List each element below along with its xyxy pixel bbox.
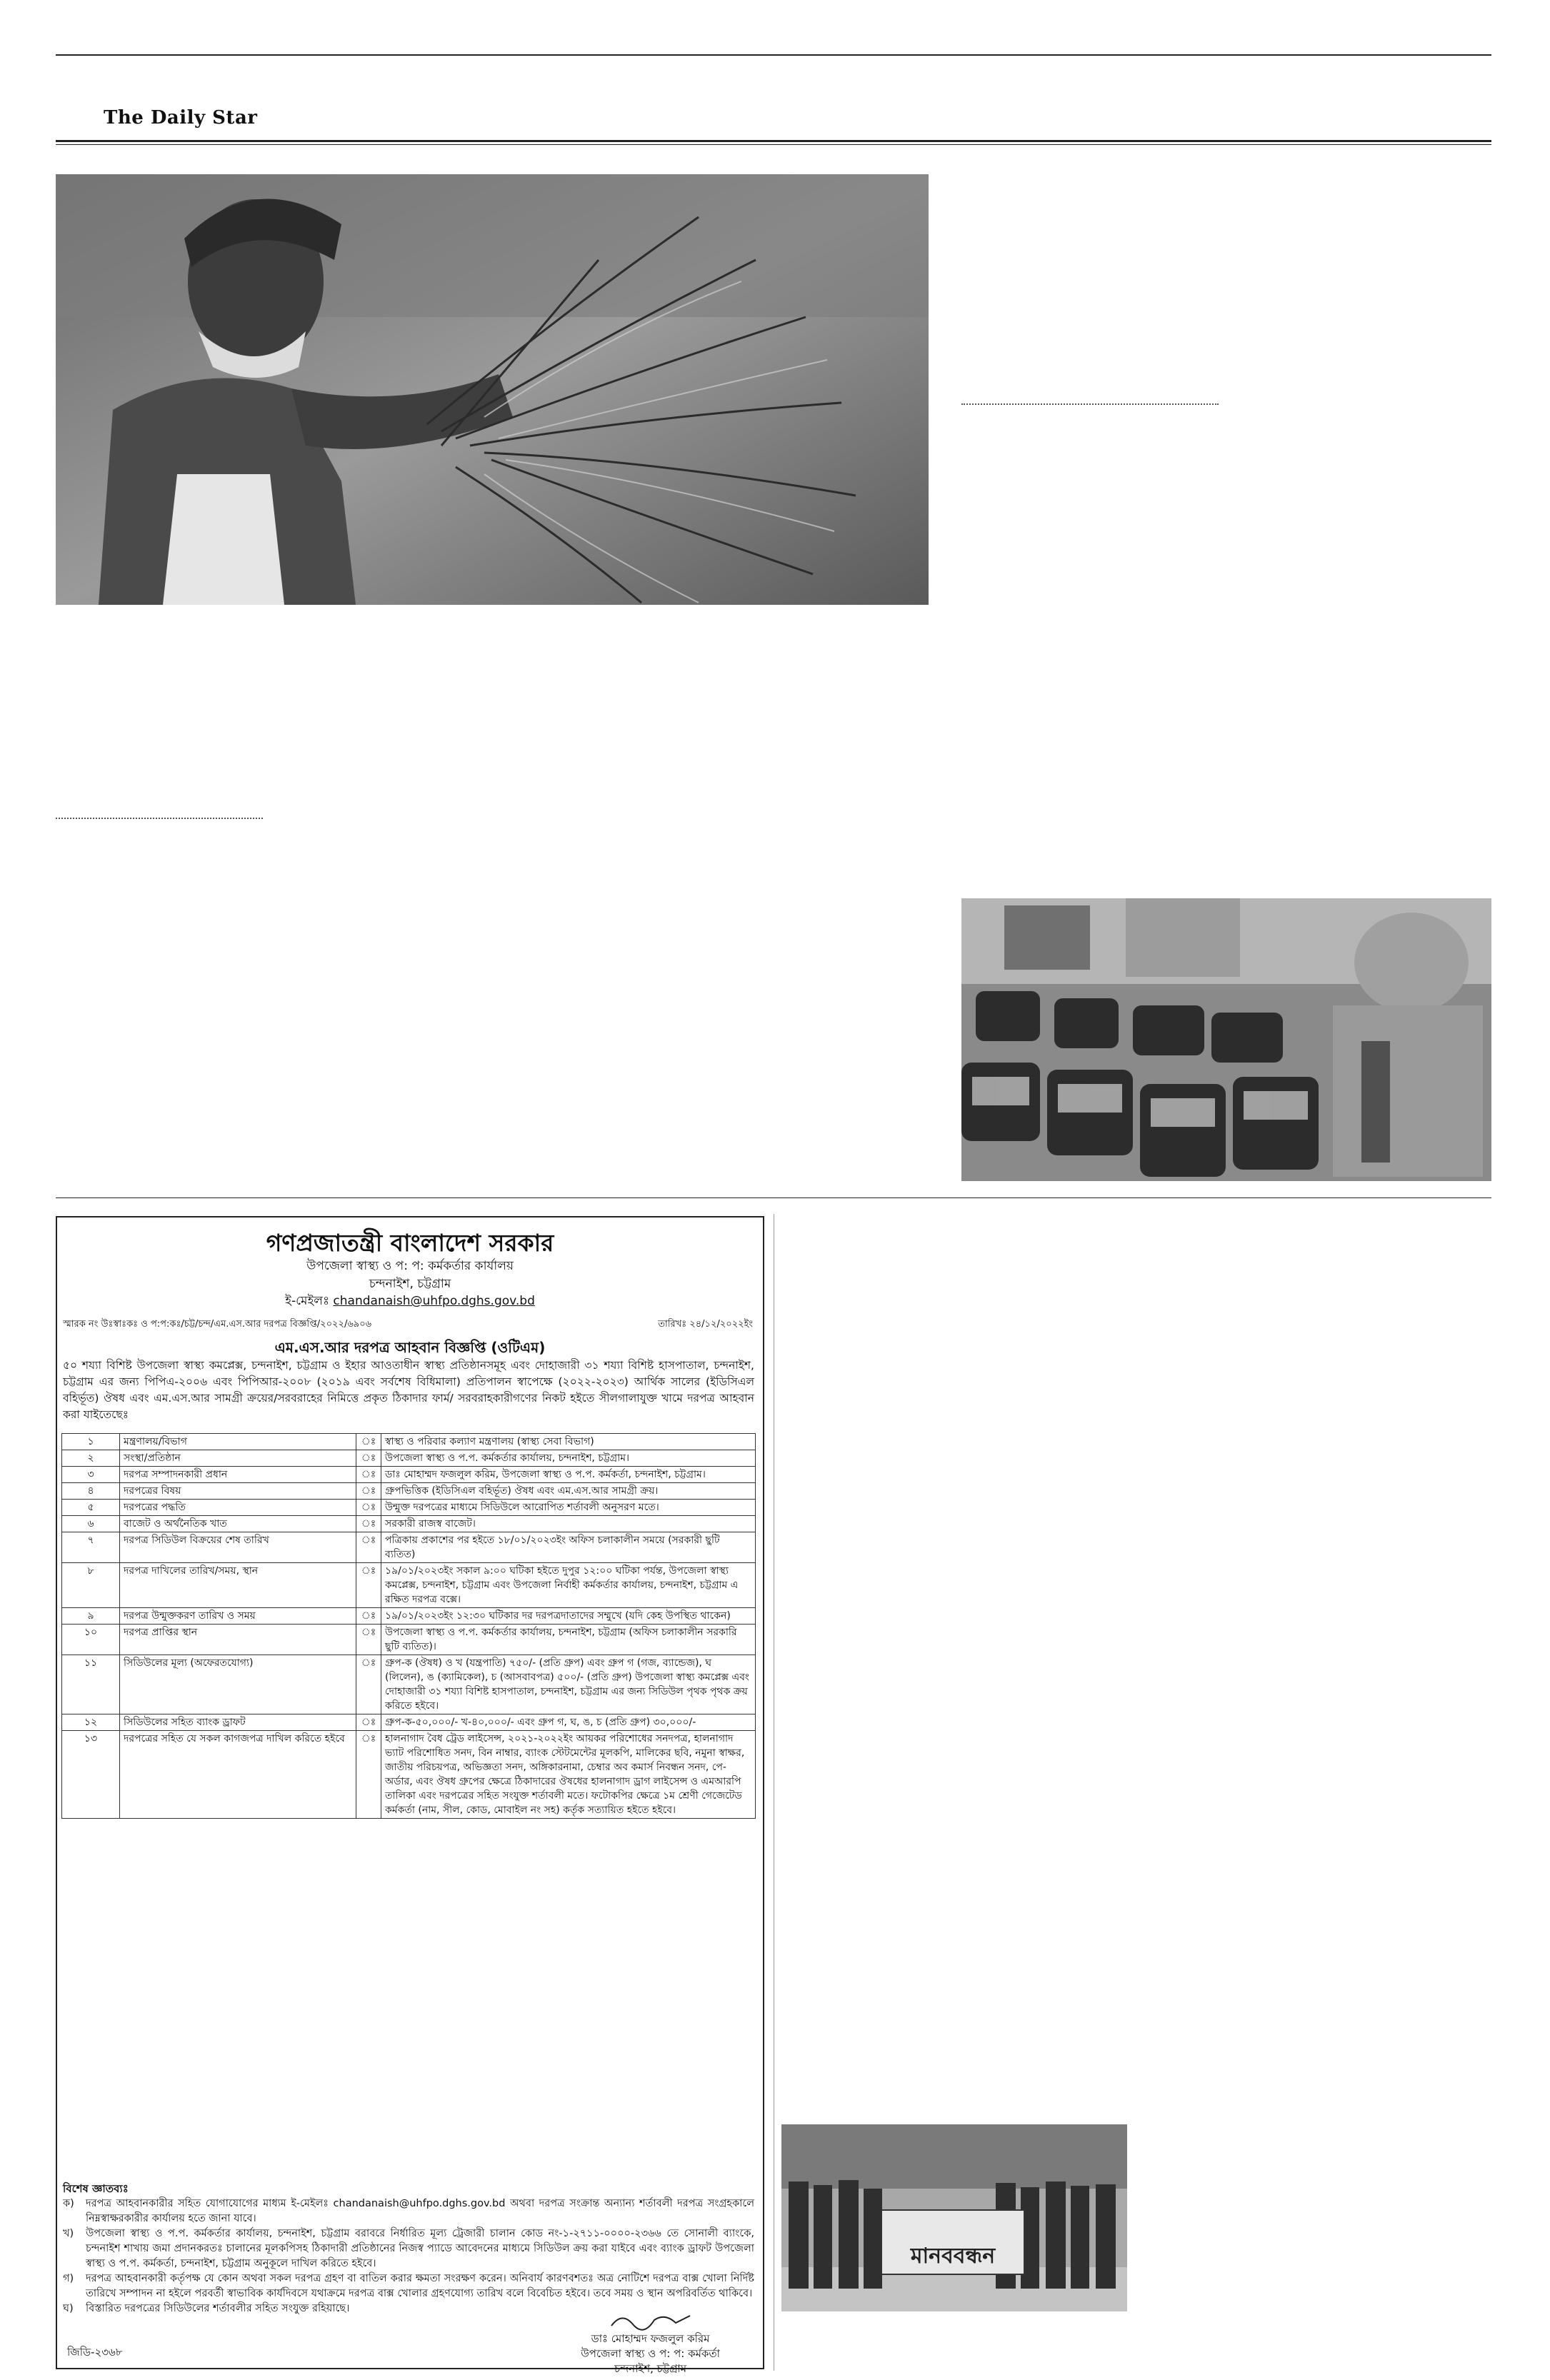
table-cell-no: ২ [62, 1450, 120, 1467]
table-cell-sep: ঃ [356, 1625, 381, 1655]
notice-office: উপজেলা স্বাস্থ্য ও প: প: কর্মকর্তার কার্যালয় [306, 1259, 514, 1273]
dotted-separator-right [961, 403, 1219, 405]
masthead: The Daily Star [104, 107, 258, 129]
table-cell-sep: ঃ [356, 1434, 381, 1450]
table-cell-sep: ঃ [356, 1563, 381, 1608]
table-cell-sep: ঃ [356, 1450, 381, 1467]
table-cell-val: ডাঃ মোহাম্মদ ফজলুল করিম, উপজেলা স্বাস্থ্য ও প.প. কর্মকর্তা, চন্দনাইশ, চট্টগ্রাম। [381, 1467, 756, 1483]
table-cell-item: দরপত্র প্রাপ্তির স্থান [120, 1625, 356, 1655]
table-cell-item: দরপত্রের বিষয় [120, 1483, 356, 1500]
masthead-rule [56, 140, 1491, 142]
table-cell-item: দরপত্র সিডিউল বিক্রয়ের শেষ তারিখ [120, 1532, 356, 1563]
notice-heading: এম.এস.আর দরপত্র আহবান বিজ্ঞপ্তি (ওটিএম) [274, 1339, 546, 1356]
table-cell-item: দরপত্রের সহিত যে সকল কাগজপত্র দাখিল করিতে হইবে [120, 1731, 356, 1819]
note-text: বিস্তারিত দরপত্রের সিডিউলের শর্তাবলীর সহিত সংযুক্ত রহিয়াছে। [86, 2303, 350, 2314]
note-key: গ) [63, 2273, 74, 2284]
table-cell-sep: ঃ [356, 1500, 381, 1516]
notice-title: গণপ্রজাতন্ত্রী বাংলাদেশ সরকার [266, 1229, 554, 1257]
table-cell-no: ১০ [62, 1625, 120, 1655]
table-cell-no: ১২ [62, 1714, 120, 1731]
tender-table [61, 1433, 756, 1819]
table-cell-item: সিডিউলের মূল্য (অফেরতযোগ্য) [120, 1655, 356, 1714]
table-cell-no: ৩ [62, 1467, 120, 1483]
table-cell-no: ৬ [62, 1516, 120, 1532]
table-cell-sep: ঃ [356, 1467, 381, 1483]
table-cell-item: দরপত্র উন্মুক্তকরণ তারিখ ও সময় [120, 1608, 356, 1625]
table-cell-no: ৫ [62, 1500, 120, 1516]
note-item [63, 2271, 754, 2301]
table-cell-val: গ্রুপ-ক-৫০,০০০/- খ-৪০,০০০/- এবং গ্রুপ গ, ঘ, ঙ, চ (প্রতি গ্রুপ) ৩০,০০০/- [381, 1714, 756, 1731]
top-rule [56, 54, 1491, 56]
table-cell-no: ৯ [62, 1608, 120, 1625]
masthead-rule-thin [56, 144, 1491, 145]
table-cell-sep: ঃ [356, 1731, 381, 1819]
table-cell-val: গ্রুপ-ক (ঔষধ) ও খ (যন্ত্রপাতি) ৭৫০/- (প্রতি গ্রুপ) এবং গ্রুপ গ (গজ, ব্যান্ডেজ), ঘ (লিলেন), ঙ (ক্যামিকেল), চ (আসবাবপত্র) ৫০০/- (প্রতি গ্রুপ) উপজেলা স্বাস্থ্য কমপ্লেক্স এবং দোহাজারী ৩১ শয্যা বিশিষ্ট হাসপাতাল, চন্দনাইশ, চট্টগ্রাম এর জন্য সিডিউল পৃথক পৃথক ক্রয় করিতে হইবে। [381, 1655, 756, 1714]
tender-notice [56, 1216, 764, 2375]
note-key: খ) [63, 2228, 74, 2239]
special-notes [63, 2181, 754, 2316]
note-key: ক) [63, 2198, 74, 2209]
email-label: ই-মেইলঃ [285, 1294, 330, 1308]
table-row [62, 1467, 756, 1483]
table-cell-sep: ঃ [356, 1655, 381, 1714]
table-row [62, 1714, 756, 1731]
table-row [62, 1731, 756, 1819]
signatory-name: ডাঃ মোহাম্মদ ফজলুল করিম [591, 2332, 710, 2345]
table-cell-item: সংস্থা/প্রতিষ্ঠান [120, 1450, 356, 1467]
table-cell-val: উপজেলা স্বাস্থ্য ও প.প. কর্মকর্তার কার্যালয়, চন্দনাইশ, চট্টগ্রাম। [381, 1450, 756, 1467]
autorickshaw-photo [961, 898, 1491, 1181]
table-cell-item: দরপত্রের পদ্ধতি [120, 1500, 356, 1516]
table-cell-no: ১১ [62, 1655, 120, 1714]
signature-mark [581, 2310, 720, 2331]
notice-date: তারিখঃ ২৪/১২/২০২২ইং [658, 1319, 753, 1330]
table-cell-item: দরপত্র দাখিলের তারিখ/সময়, স্থান [120, 1563, 356, 1608]
notice-place: চন্দনাইশ, চট্টগ্রাম [369, 1277, 451, 1291]
gd-number: জিডি-২৩৬৮ [67, 2346, 123, 2359]
note-text: উপজেলা স্বাস্থ্য ও প.প. কর্মকর্তার কার্যালয়, চন্দনাইশ, চট্টগ্রাম বরাবরে নির্ধারিত মূল্য ট্রেজারী চালান কোড নং-১-২৭১১-০০০০-২৩৬৬ তে সোনালী ব্যাংকে, চন্দনাইশ শাখায় জমা প্রদানকরতঃ চালানের মূলকপিসহ ঠিকাদারী প্রতিষ্ঠানের নিজস্ব প্যাডে আবেদনের মাধ্যমে সিডিউল ক্রয় করা যাইবে এবং ব্যাংক ড্রাফট উপজেলা স্বাস্থ্য ও প.প. কর্মকর্তা, চন্দনাইশ, চট্টগ্রাম অনুকূলে দাখিল করিতে হইবে। [86, 2228, 754, 2269]
table-cell-val: পত্রিকায় প্রকাশের পর হইতে ১৮/০১/২০২৩ইং অফিস চলাকালীন সময়ে (সরকারী ছুটি ব্যতিত) [381, 1532, 756, 1563]
table-row [62, 1500, 756, 1516]
table-cell-sep: ঃ [356, 1483, 381, 1500]
note-text: দরপত্র আহবানকারী কর্তৃপক্ষ যে কোন অথবা সকল দরপত্র গ্রহণ বা বাতিল করার ক্ষমতা সংরক্ষণ করেন। অনিবার্য কারণবশতঃ অত্র নোটিশে দরপত্র বাক্স খোলা নির্দিষ্ট তারিখে সম্পাদন না হইলে পরবর্তী স্বাভাবিক কার্যদিবসে যথাক্রমে দরপত্র বাক্স খোলার গ্রহণযোগ্য তারিখ বলে বিবেচিত হইবে। তবে সময় ও স্থান অপরিবর্তিত থাকিবে। [86, 2273, 754, 2299]
signatory-place: চন্দনাইশ, চট্টগ্রাম [614, 2362, 687, 2375]
table-cell-item: মন্ত্রণালয়/বিভাগ [120, 1434, 356, 1450]
table-row [62, 1516, 756, 1532]
table-row [62, 1532, 756, 1563]
table-row [62, 1434, 756, 1450]
table-cell-val: গ্রুপভিত্তিক (ইডিসিএল বহির্ভূত) ঔষধ এবং এম.এস.আর সামগ্রী ক্রয়। [381, 1483, 756, 1500]
notice-intro: ৫০ শয্যা বিশিষ্ট উপজেলা স্বাস্থ্য কমপ্লেক্স, চন্দনাইশ, চট্টগ্রাম ও ইহার আওতাধীন স্বাস্থ্য প্রতিষ্ঠানসমূহ এবং দোহাজারী ৩১ শয্যা বিশিষ্ট হাসপাতাল, চন্দনাইশ, চট্টগ্রাম এর জন্য পিপিএ-২০০৬ এবং পিপিআর-২০০৮ (২০১৯ এবং সর্বশেষ বিধিমালা) প্রতিপালন স্বাপেক্ষে (২০২২-২০২৩) আর্থিক সালের (ইডিসিএল বহির্ভূত) ঔষধ এবং এম.এস.আর সামগ্রী ক্রয়ের/সরবরাহের নিমিত্তে প্রকৃত ঠিকাদার ফার্ম/ সরবরাহকারীগণের নিকট হইতে সীলগালাযুক্ত খামে দরপত্র আহবান করা যাইতেছেঃ [63, 1359, 754, 1421]
table-row [62, 1450, 756, 1467]
table-cell-no: ১ [62, 1434, 120, 1450]
note-key: ঘ) [63, 2303, 74, 2314]
section-rule [56, 1197, 1491, 1198]
note-text: দরপত্র আহবানকারীর সহিত যোগাযোগের মাধ্যম ই-মেইলঃ chandanaish@uhfpo.dghs.gov.bd অথবা দরপত্র সংক্রান্ত অন্যান্য শর্তাবলী দরপত্র সংগ্রহকালে নিম্নস্বাক্ষরকারীর কার্যালয় হতে জানা যাবে। [86, 2198, 754, 2224]
table-cell-no: ৪ [62, 1483, 120, 1500]
table-row [62, 1483, 756, 1500]
table-cell-val: সরকারী রাজস্ব বাজেট। [381, 1516, 756, 1532]
table-cell-no: ৭ [62, 1532, 120, 1563]
notes-title: বিশেষ জ্ঞাতব্যঃ [63, 2182, 129, 2195]
table-cell-sep: ঃ [356, 1714, 381, 1731]
human-chain-banner: মানববন্ধন [910, 2244, 996, 2269]
table-cell-val: স্বাস্থ্য ও পরিবার কল্যাণ মন্ত্রণালয় (স্বাস্থ্য সেবা বিভাগ) [381, 1434, 756, 1450]
table-cell-val: উপজেলা স্বাস্থ্য ও প.প. কর্মকর্তার কার্যালয়, চন্দনাইশ, চট্টগ্রাম (অফিস চলাকালীন সরকারি ছুটি ব্যতিত)। [381, 1625, 756, 1655]
dotted-separator-left [56, 818, 263, 819]
table-cell-val: হালনাগাদ বৈধ ট্রেড লাইসেন্স, ২০২১-২০২২ইং আয়কর পরিশোধের সনদপত্র, হালনাগাদ ভ্যাট পরিশোধিত সনদ, বিন নাম্বার, ব্যাংক স্টেটমেন্টের মূলকপি, মালিকের ছবি, নমুনা স্বাক্ষর, জাতীয় পরিচয়পত্র, অভিজ্ঞতা সনদ, অঙ্গিকারনামা, চেম্বার অব কমার্স নিবন্ধন সনদ, পে-অর্ডার, এবং ঔষধ গ্রুপের ক্ষেত্রে ঠিকাদারের ঔষধের হালনাগাদ ড্রাগ লাইসেন্স ও এমআরপি তালিকা এবং দরপত্রের সহিত সংযুক্ত শর্তাবলী মতে। ফটোকপির ক্ষেত্রে ১ম শ্রেণী গেজেটেড কর্মকর্তা (নাম, সীল, কোড, মোবাইল নং সহ) কর্তৃক সত্যায়িত হইতে হইবে। [381, 1731, 756, 1819]
table-cell-item: বাজেট ও অর্থনৈতিক খাত [120, 1516, 356, 1532]
note-item [63, 2226, 754, 2271]
signature-block [581, 2310, 720, 2376]
note-item [63, 2196, 754, 2226]
table-cell-val: ১৯/০১/২০২৩ইং ১২:৩০ ঘটিকার দর দরপত্রদাতাদের সম্মুখে (যদি কেহ উপস্থিত থাকেন) [381, 1608, 756, 1625]
table-cell-val: ১৯/০১/২০২৩ইং সকাল ৯:০০ ঘটিকা হইতে দুপুর ১২:০০ ঘটিকা পর্যন্ত, উপজেলা স্বাস্থ্য কমপ্লেক্স, চন্দনাইশ, চট্টগ্রাম এবং উপজেলা নির্বাহী কর্মকর্তার কার্যালয়, চন্দনাইশ, চট্টগ্রাম এ রক্ষিত দরপত্র বক্সে। [381, 1563, 756, 1608]
human-chain-photo [781, 2124, 1127, 2311]
table-cell-sep: ঃ [356, 1516, 381, 1532]
signatory-title: উপজেলা স্বাস্থ্য ও প: প: কর্মকর্তা [581, 2347, 720, 2360]
farmer-photo [56, 174, 929, 605]
table-cell-item: দরপত্র সম্পাদনকারী প্রধান [120, 1467, 356, 1483]
table-cell-sep: ঃ [356, 1532, 381, 1563]
table-row [62, 1625, 756, 1655]
table-cell-no: ৮ [62, 1563, 120, 1608]
table-row [62, 1563, 756, 1608]
notice-email-line [57, 1292, 763, 1312]
table-cell-sep: ঃ [356, 1608, 381, 1625]
table-row [62, 1655, 756, 1714]
email-link[interactable]: chandanaish@uhfpo.dghs.gov.bd [333, 1294, 535, 1308]
table-cell-item: সিডিউলের সহিত ব্যাংক ড্রাফট [120, 1714, 356, 1731]
table-cell-val: উন্মুক্ত দরপত্রের মাধ্যমে সিডিউলে আরোপিত শর্তাবলী অনুসরণ মতে। [381, 1500, 756, 1516]
memo-number: স্মারক নং উঃস্বাঃকঃ ও প:প:কঃ/চট্ট/চন্দ/এম.এস.আর দরপত্র বিজ্ঞপ্তি/২০২২/৬৯০৬ [63, 1319, 372, 1330]
table-row [62, 1608, 756, 1625]
table-cell-no: ১৩ [62, 1731, 120, 1819]
